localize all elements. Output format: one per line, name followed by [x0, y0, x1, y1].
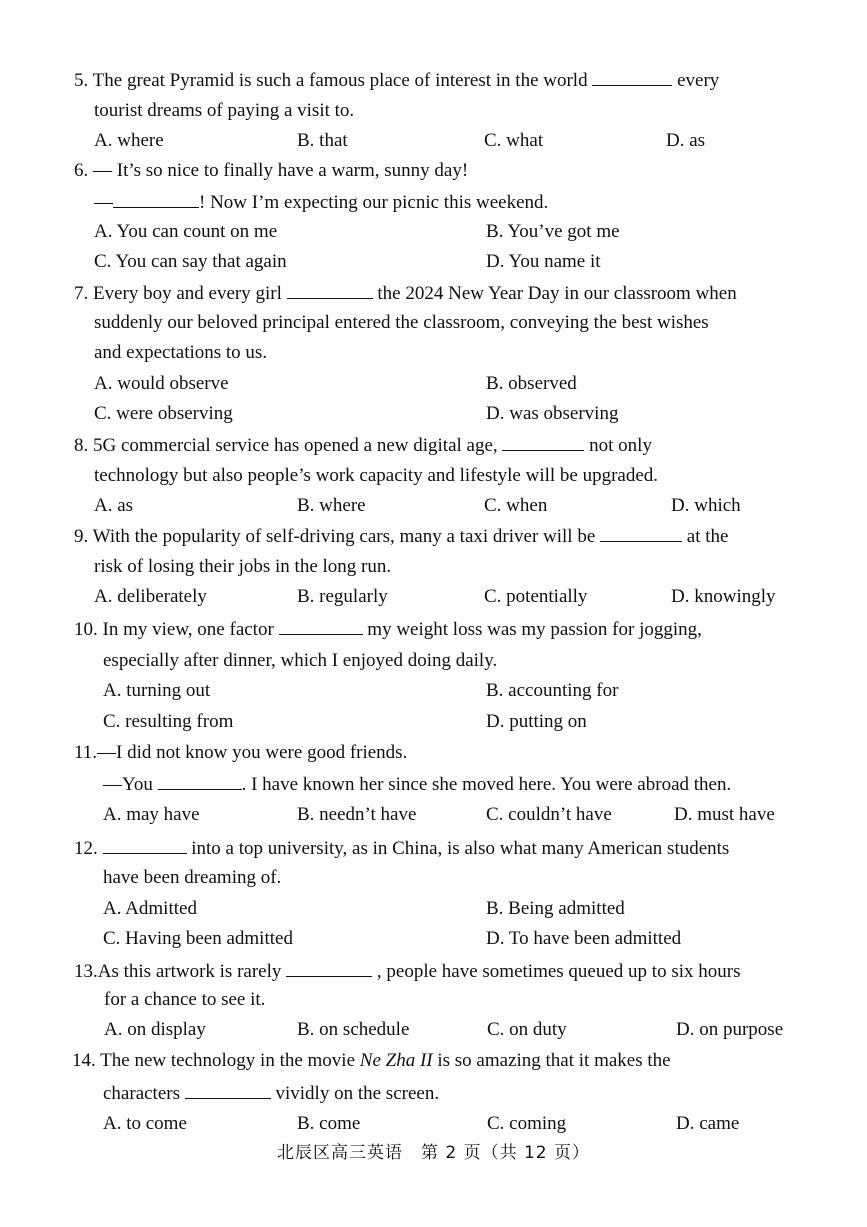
option-c[interactable]: C. coming	[487, 1113, 567, 1134]
answer-blank	[600, 524, 682, 542]
option-d[interactable]: D. must have	[674, 804, 775, 825]
answer-blank	[158, 772, 242, 790]
option-b[interactable]: B. Being admitted	[486, 898, 625, 919]
option-c[interactable]: C. when	[484, 495, 548, 516]
question-text: and expectations to us.	[94, 342, 268, 363]
question-text: have been dreaming of.	[103, 867, 282, 888]
option-a[interactable]: A. as	[94, 495, 134, 516]
option-a[interactable]: A. on display	[104, 1019, 206, 1040]
option-d[interactable]: D. putting on	[486, 711, 587, 732]
option-b[interactable]: B. regularly	[297, 586, 388, 607]
question-text: tourist dreams of paying a visit to.	[94, 100, 355, 121]
question-number: 12.	[74, 838, 98, 859]
option-d[interactable]: D. on purpose	[676, 1019, 784, 1040]
option-d[interactable]: D. To have been admitted	[486, 928, 682, 949]
option-d[interactable]: D. knowingly	[671, 586, 776, 607]
option-b[interactable]: B. You’ve got me	[486, 221, 620, 242]
movie-title: Ne Zha II	[359, 1050, 433, 1071]
question-text: 12. into a top university, as in China, is also what many American students	[74, 838, 730, 859]
question-text: 8. 5G commercial service has opened a new digital age, not only	[74, 435, 652, 456]
question-text: — ! Now I’m expecting our picnic this weekend.	[94, 192, 549, 213]
question-text: risk of losing their jobs in the long run.	[94, 556, 392, 577]
answer-blank	[113, 190, 199, 208]
option-c[interactable]: C. were observing	[94, 403, 233, 424]
option-a[interactable]: A. where	[94, 130, 164, 151]
option-d[interactable]: D. You name it	[486, 251, 601, 272]
question-text: technology but also people’s work capacity and lifestyle will be upgraded.	[94, 465, 659, 486]
option-b[interactable]: B. come	[297, 1113, 361, 1134]
option-a[interactable]: A. You can count on me	[94, 221, 278, 242]
page-footer: 北辰区高三英语 第 2 页（共 12 页）	[276, 1143, 591, 1163]
option-b[interactable]: B. on schedule	[297, 1019, 410, 1040]
question-number: 13.	[74, 961, 98, 982]
option-d[interactable]: D. was observing	[486, 403, 619, 424]
question-text: 14. The new technology in the movie Ne Zha II is so amazing that it makes the	[72, 1050, 671, 1071]
option-c[interactable]: C. on duty	[487, 1019, 567, 1040]
question-text: 10. In my view, one factor my weight loss was my passion for jogging,	[74, 619, 702, 640]
option-c[interactable]: C. couldn’t have	[486, 804, 612, 825]
question-number: 9.	[74, 526, 89, 547]
question-number: 11.	[74, 742, 98, 763]
option-a[interactable]: A. would observe	[94, 373, 229, 394]
question-number: 10.	[74, 619, 98, 640]
option-b[interactable]: B. observed	[486, 373, 577, 394]
question-text: —You . I have known her since she moved here. You were abroad then.	[103, 774, 732, 795]
option-a[interactable]: A. Admitted	[103, 898, 197, 919]
option-b[interactable]: B. accounting for	[486, 680, 619, 701]
question-text: 5. The great Pyramid is such a famous place of interest in the world every	[74, 70, 720, 91]
option-d[interactable]: D. came	[676, 1113, 740, 1134]
question-number: 8.	[74, 435, 89, 456]
question-number: 6.	[74, 160, 89, 181]
option-c[interactable]: C. Having been admitted	[103, 928, 293, 949]
answer-blank	[103, 836, 187, 854]
option-a[interactable]: A. turning out	[103, 680, 211, 701]
option-a[interactable]: A. to come	[103, 1113, 187, 1134]
option-c[interactable]: C. resulting from	[103, 711, 234, 732]
question-text: especially after dinner, which I enjoyed doing daily.	[103, 650, 498, 671]
question-text: for a chance to see it.	[104, 989, 266, 1010]
option-a[interactable]: A. deliberately	[94, 586, 207, 607]
question-text: characters vividly on the screen.	[103, 1083, 440, 1104]
option-b[interactable]: B. needn’t have	[297, 804, 417, 825]
question-text: 13.As this artwork is rarely , people have sometimes queued up to six hours	[74, 961, 741, 982]
answer-blank	[502, 433, 584, 451]
question-text: 7. Every boy and every girl the 2024 New Year Day in our classroom when	[74, 283, 737, 304]
answer-blank	[286, 959, 372, 977]
option-a[interactable]: A. may have	[103, 804, 200, 825]
question-number: 14.	[72, 1050, 96, 1071]
option-b[interactable]: B. where	[297, 495, 366, 516]
answer-blank	[185, 1081, 271, 1099]
question-number: 7.	[74, 283, 89, 304]
option-c[interactable]: C. what	[484, 130, 544, 151]
question-text: 11.—I did not know you were good friends.	[74, 742, 408, 763]
question-text: 6. — It’s so nice to finally have a warm, sunny day!	[74, 160, 469, 181]
answer-blank	[287, 281, 373, 299]
answer-blank	[592, 68, 672, 86]
option-b[interactable]: B. that	[297, 130, 348, 151]
option-d[interactable]: D. which	[671, 495, 741, 516]
answer-blank	[279, 617, 363, 635]
option-c[interactable]: C. potentially	[484, 586, 588, 607]
question-number: 5.	[74, 70, 89, 91]
option-c[interactable]: C. You can say that again	[94, 251, 287, 272]
option-d[interactable]: D. as	[666, 130, 706, 151]
question-text: 9. With the popularity of self-driving cars, many a taxi driver will be at the	[74, 526, 729, 547]
question-text: suddenly our beloved principal entered the classroom, conveying the best wishes	[94, 312, 709, 333]
